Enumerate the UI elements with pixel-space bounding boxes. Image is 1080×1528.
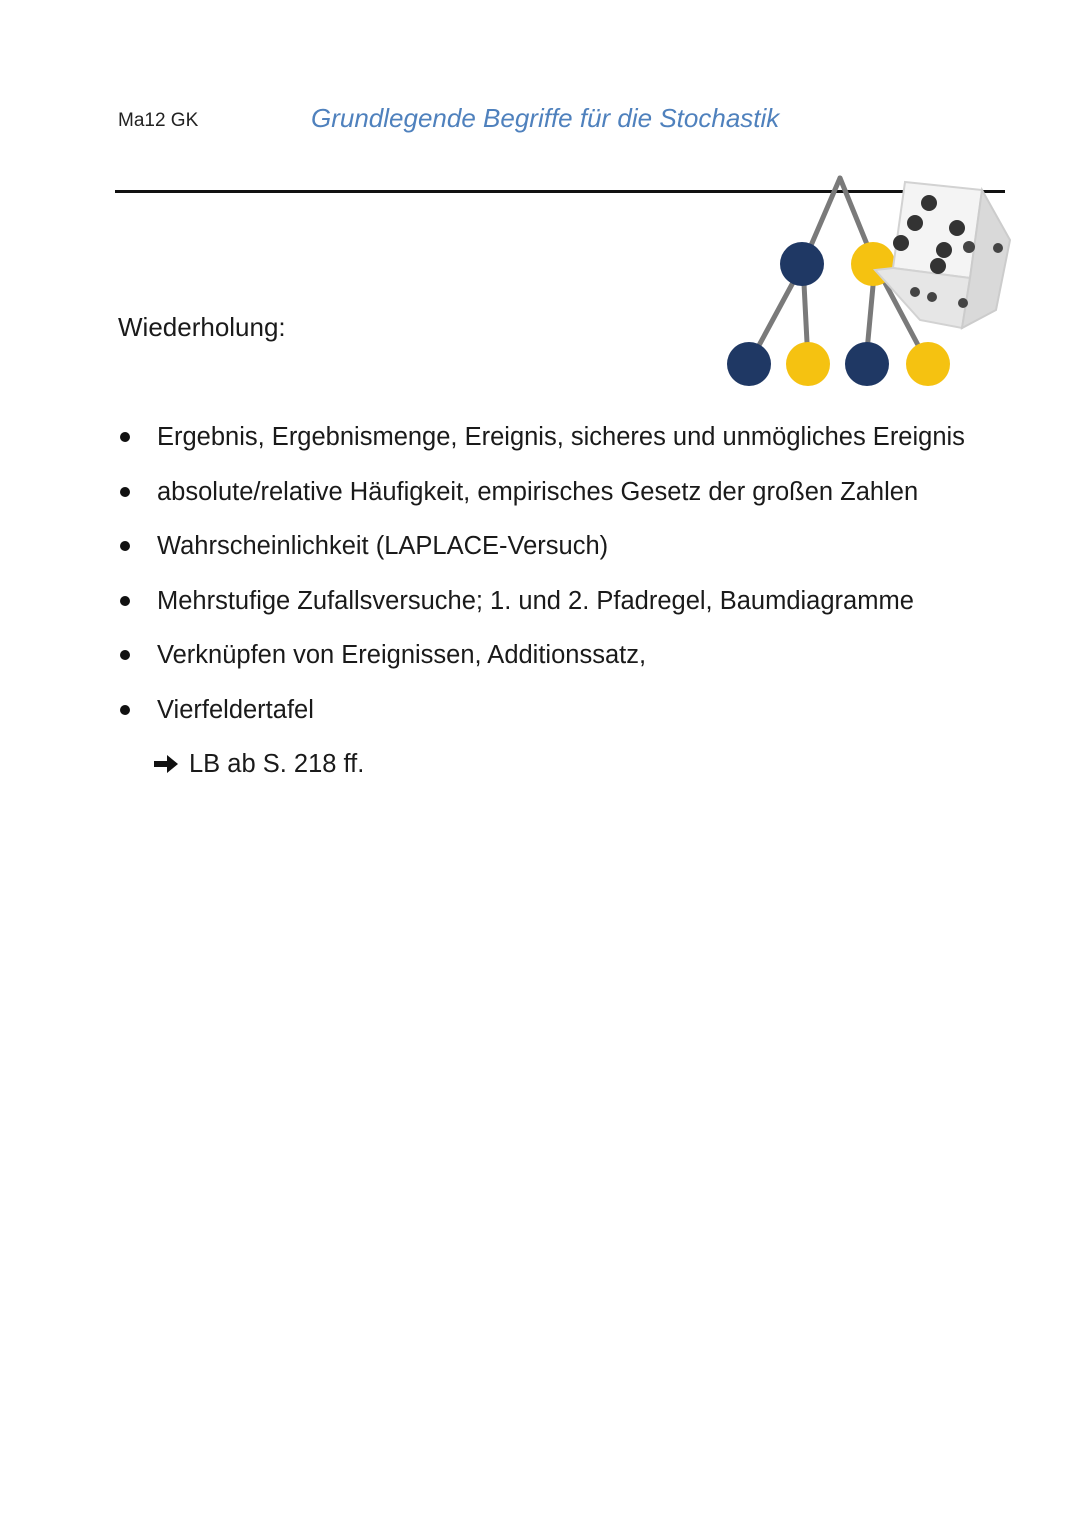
reference-text: LB ab S. 218 ff. bbox=[189, 750, 365, 778]
tree-leaf-navy bbox=[845, 342, 889, 386]
page-title: Grundlegende Begriffe für die Stochastik bbox=[311, 103, 780, 133]
bullet-icon bbox=[120, 705, 130, 715]
list-item bbox=[118, 582, 1038, 637]
section-heading: Wiederholung: bbox=[118, 312, 286, 342]
textbook-reference bbox=[153, 745, 364, 783]
bullet-icon bbox=[120, 432, 130, 442]
bullet-icon bbox=[120, 541, 130, 551]
bullet-icon bbox=[120, 650, 130, 660]
bullet-icon bbox=[120, 596, 130, 606]
course-label: Ma12 GK bbox=[118, 110, 199, 131]
arrow-right-icon bbox=[153, 754, 179, 774]
list-item bbox=[118, 527, 1038, 582]
list-item bbox=[118, 691, 1038, 746]
list-item-text: absolute/relative Häufigkeit, empirisches Gesetz der großen Zahlen bbox=[157, 477, 919, 506]
list-item bbox=[118, 636, 1038, 691]
list-item-text: Vierfeldertafel bbox=[157, 695, 314, 724]
list-item bbox=[118, 418, 1038, 473]
tree-leaf-navy bbox=[727, 342, 771, 386]
list-item-text: Verknüpfen von Ereignissen, Additionssatz, bbox=[157, 641, 647, 670]
list-item-text: Wahrscheinlichkeit (LAPLACE-Versuch) bbox=[157, 532, 609, 561]
tree-leaf-yellow bbox=[906, 342, 950, 386]
probability-tree-dice-illustration bbox=[700, 160, 1030, 400]
bullet-icon bbox=[120, 487, 130, 497]
list-item bbox=[118, 473, 1038, 528]
list-item-text: Ergebnis, Ergebnismenge, Ereignis, sicheres und unmögliches Ereignis bbox=[157, 423, 965, 451]
tree-leaf-yellow bbox=[786, 342, 830, 386]
tree-node-navy bbox=[780, 242, 824, 286]
list-item-text: Mehrstufige Zufallsversuche; 1. und 2. Pfadregel, Baumdiagramme bbox=[157, 586, 914, 615]
topic-list bbox=[118, 418, 1038, 746]
